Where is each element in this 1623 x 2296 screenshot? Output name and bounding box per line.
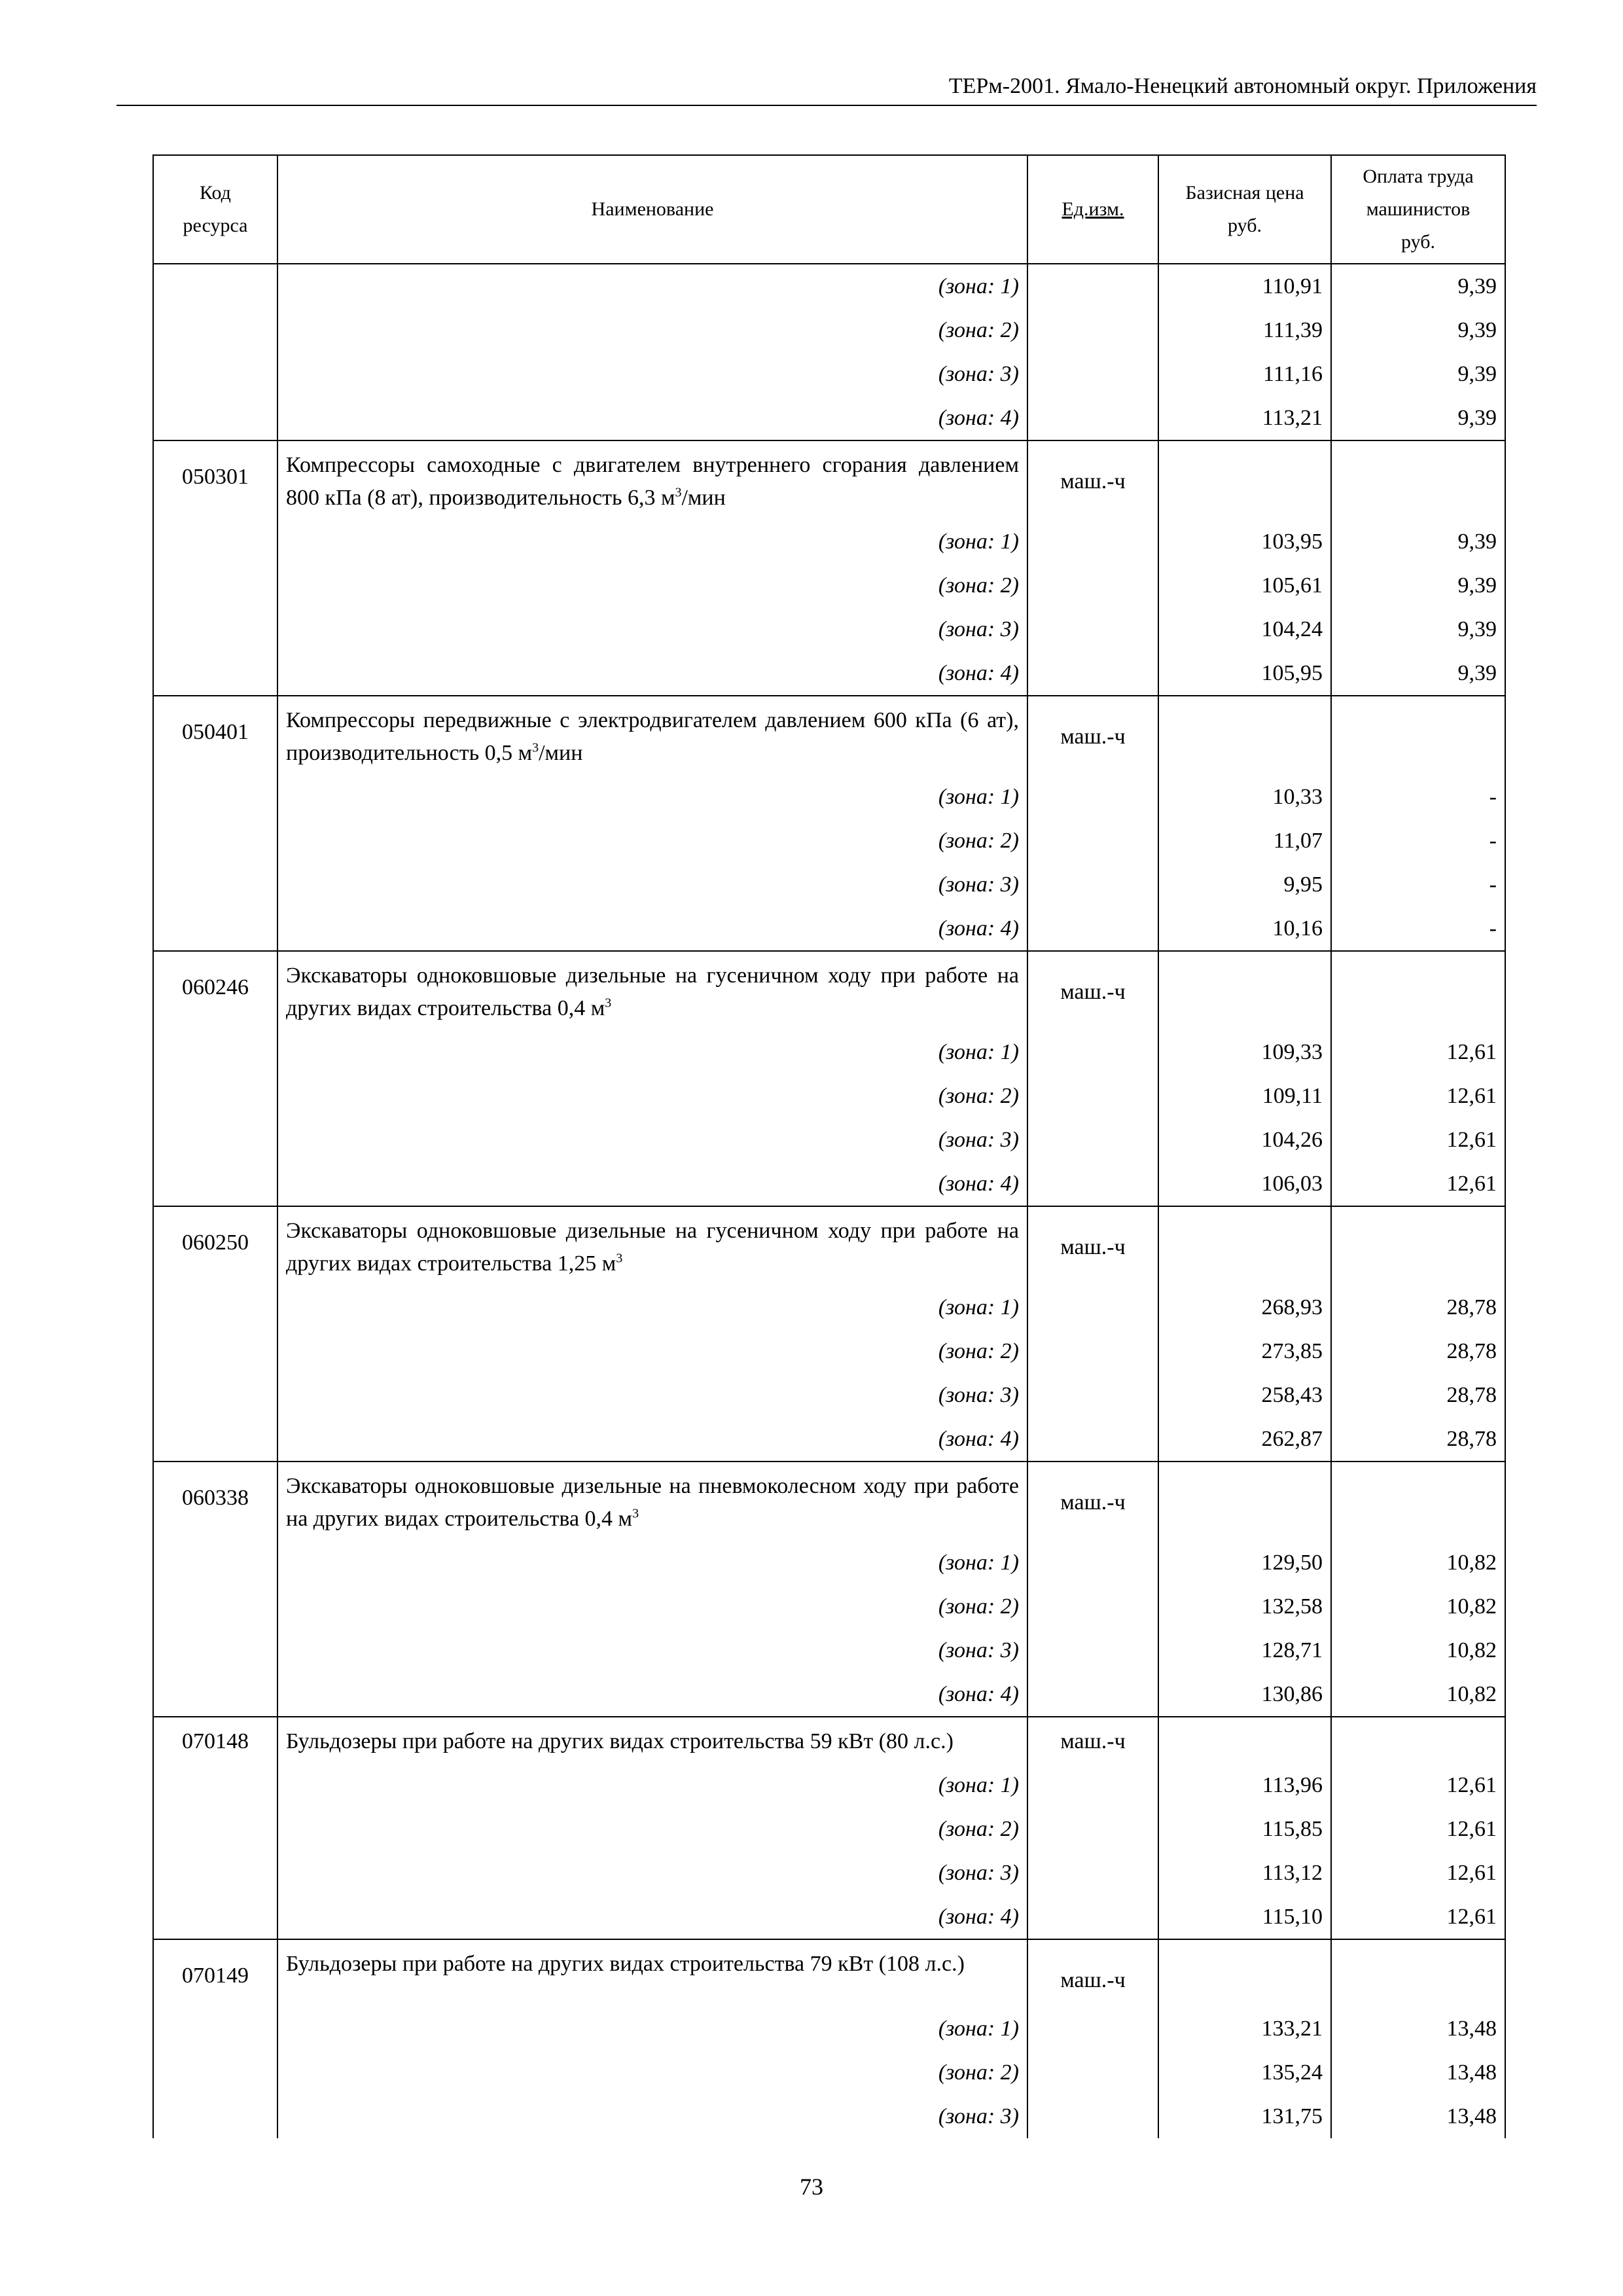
unit-of-measure: маш.-ч	[1027, 1206, 1158, 1285]
zone-label: (зона: 3)	[277, 1628, 1027, 1672]
zone-row	[153, 1162, 1505, 1206]
zone-label: (зона: 4)	[277, 1895, 1027, 1939]
labor-cost: -	[1331, 863, 1505, 906]
resource-name-text: Экскаваторы одноковшовые дизельные на гусеничном ходу при работе на других видах строительства 0,4 м	[286, 963, 1019, 1020]
zone-row	[153, 863, 1505, 906]
resource-name	[277, 696, 1027, 775]
labor-cost: 28,78	[1331, 1329, 1505, 1373]
base-price: 268,93	[1158, 1285, 1331, 1329]
resource-name-suffix: /мин	[539, 741, 583, 765]
code-cell	[153, 2051, 277, 2094]
labor-cost: 12,61	[1331, 1763, 1505, 1807]
code-cell	[153, 775, 277, 819]
zone-row	[153, 352, 1505, 396]
resource-row	[153, 696, 1505, 775]
col-header-price	[1158, 155, 1331, 264]
unit-cell	[1027, 1285, 1158, 1329]
base-price: 10,33	[1158, 775, 1331, 819]
labor-cost: -	[1331, 819, 1505, 863]
labor-cell	[1331, 951, 1505, 1030]
zone-row	[153, 2051, 1505, 2094]
labor-cost: 13,48	[1331, 2094, 1505, 2138]
labor-cost: 12,61	[1331, 1162, 1505, 1206]
price-cell	[1158, 1939, 1331, 2007]
unit-of-measure: маш.-ч	[1027, 951, 1158, 1030]
base-price: 113,96	[1158, 1763, 1331, 1807]
resource-name	[277, 440, 1027, 520]
code-cell	[153, 2094, 277, 2138]
col-header-price-line1: Базисная цена	[1185, 182, 1304, 204]
unit-cell	[1027, 1541, 1158, 1585]
resource-name	[277, 951, 1027, 1030]
zone-label: (зона: 4)	[277, 1672, 1027, 1717]
col-header-unit	[1027, 155, 1158, 264]
resource-row	[153, 440, 1505, 520]
zone-row	[153, 2007, 1505, 2051]
code-cell	[153, 308, 277, 352]
unit-cell	[1027, 1807, 1158, 1851]
code-cell	[153, 1074, 277, 1118]
resource-name-text: Экскаваторы одноковшовые дизельные на гусеничном ходу при работе на других видах строительства 1,25 м	[286, 1219, 1019, 1276]
labor-cost: 10,82	[1331, 1585, 1505, 1628]
unit-cell	[1027, 1851, 1158, 1895]
zone-label: (зона: 2)	[277, 1585, 1027, 1628]
unit-cell	[1027, 2094, 1158, 2138]
labor-cost: 10,82	[1331, 1672, 1505, 1717]
resource-code: 060250	[153, 1206, 277, 1285]
code-cell	[153, 396, 277, 440]
labor-cell	[1331, 440, 1505, 520]
zone-row	[153, 651, 1505, 696]
zone-row	[153, 264, 1505, 308]
price-cell	[1158, 440, 1331, 520]
zone-label: (зона: 2)	[277, 308, 1027, 352]
base-price: 106,03	[1158, 1162, 1331, 1206]
unit-of-measure: маш.-ч	[1027, 696, 1158, 775]
unit-cell	[1027, 906, 1158, 951]
zone-label: (зона: 1)	[277, 520, 1027, 564]
zone-row	[153, 1541, 1505, 1585]
unit-cell	[1027, 1628, 1158, 1672]
resource-row	[153, 951, 1505, 1030]
zone-label: (зона: 4)	[277, 1417, 1027, 1462]
table-header-row	[153, 155, 1505, 264]
base-price: 104,24	[1158, 607, 1331, 651]
code-cell	[153, 2007, 277, 2051]
resource-code: 070149	[153, 1939, 277, 2007]
resource-row	[153, 1717, 1505, 1763]
zone-row	[153, 1895, 1505, 1939]
resource-price-table	[152, 154, 1506, 2138]
resource-name	[277, 1939, 1027, 2007]
unit-cell	[1027, 2007, 1158, 2051]
base-price: 258,43	[1158, 1373, 1331, 1417]
labor-cost: 9,39	[1331, 352, 1505, 396]
zone-label: (зона: 1)	[277, 1285, 1027, 1329]
resource-name-text: Компрессоры самоходные с двигателем внутреннего сгорания давлением 800 кПа (8 ат), производительность 6,3 м	[286, 453, 1019, 510]
labor-cost: 10,82	[1331, 1628, 1505, 1672]
resource-row	[153, 1206, 1505, 1285]
base-price: 128,71	[1158, 1628, 1331, 1672]
code-cell	[153, 1895, 277, 1939]
unit-cell	[1027, 564, 1158, 607]
unit-cell	[1027, 1074, 1158, 1118]
labor-cost: 12,61	[1331, 1118, 1505, 1162]
labor-cost: 9,39	[1331, 264, 1505, 308]
col-header-labor	[1331, 155, 1505, 264]
zone-label: (зона: 4)	[277, 396, 1027, 440]
zone-label: (зона: 2)	[277, 2051, 1027, 2094]
resource-name	[277, 1717, 1027, 1763]
labor-cost: 13,48	[1331, 2007, 1505, 2051]
base-price: 105,61	[1158, 564, 1331, 607]
zone-label: (зона: 2)	[277, 1807, 1027, 1851]
col-header-price-line2: руб.	[1228, 215, 1262, 236]
col-header-code	[153, 155, 277, 264]
zone-label: (зона: 1)	[277, 264, 1027, 308]
code-cell	[153, 264, 277, 308]
resource-name-text: Компрессоры передвижные с электродвигателем давлением 600 кПа (6 ат), производительность 0,5 м	[286, 708, 1019, 765]
base-price: 105,95	[1158, 651, 1331, 696]
zone-row	[153, 520, 1505, 564]
labor-cell	[1331, 1206, 1505, 1285]
unit-cell	[1027, 1030, 1158, 1074]
code-cell	[153, 1851, 277, 1895]
unit-cell	[1027, 607, 1158, 651]
zone-label: (зона: 3)	[277, 352, 1027, 396]
base-price: 109,11	[1158, 1074, 1331, 1118]
zone-label: (зона: 3)	[277, 1118, 1027, 1162]
code-cell	[153, 651, 277, 696]
zone-row	[153, 1285, 1505, 1329]
zone-row	[153, 1585, 1505, 1628]
zone-row	[153, 775, 1505, 819]
unit-exponent: 3	[632, 1506, 639, 1521]
zone-row	[153, 1074, 1505, 1118]
labor-cost: 12,61	[1331, 1807, 1505, 1851]
zone-label: (зона: 4)	[277, 651, 1027, 696]
base-price: 113,12	[1158, 1851, 1331, 1895]
col-header-labor-line3: руб.	[1401, 231, 1435, 253]
zone-row	[153, 1373, 1505, 1417]
col-header-unit-label: Ед.изм.	[1061, 198, 1124, 220]
zone-label: (зона: 2)	[277, 819, 1027, 863]
code-cell	[153, 1417, 277, 1462]
price-cell	[1158, 696, 1331, 775]
base-price: 113,21	[1158, 396, 1331, 440]
zone-label: (зона: 2)	[277, 1074, 1027, 1118]
unit-cell	[1027, 863, 1158, 906]
base-price: 131,75	[1158, 2094, 1331, 2138]
col-header-code-line2: ресурса	[183, 215, 248, 236]
resource-row	[153, 1939, 1505, 2007]
unit-cell	[1027, 352, 1158, 396]
base-price: 111,16	[1158, 352, 1331, 396]
resource-name-text: Экскаваторы одноковшовые дизельные на пневмоколесном ходу при работе на других видах строительства 0,4 м	[286, 1474, 1019, 1531]
zone-label: (зона: 1)	[277, 1763, 1027, 1807]
base-price: 109,33	[1158, 1030, 1331, 1074]
code-cell	[153, 1118, 277, 1162]
labor-cost: 9,39	[1331, 651, 1505, 696]
zone-label: (зона: 4)	[277, 906, 1027, 951]
unit-of-measure: маш.-ч	[1027, 1717, 1158, 1763]
col-header-name: Наименование	[277, 155, 1027, 264]
code-cell	[153, 1628, 277, 1672]
unit-cell	[1027, 1118, 1158, 1162]
zone-row	[153, 906, 1505, 951]
unit-of-measure: маш.-ч	[1027, 1462, 1158, 1541]
labor-cost: -	[1331, 906, 1505, 951]
unit-cell	[1027, 264, 1158, 308]
unit-of-measure: маш.-ч	[1027, 440, 1158, 520]
unit-cell	[1027, 775, 1158, 819]
resource-code: 060246	[153, 951, 277, 1030]
zone-row	[153, 1672, 1505, 1717]
resource-code: 050301	[153, 440, 277, 520]
code-cell	[153, 1541, 277, 1585]
labor-cost: 28,78	[1331, 1417, 1505, 1462]
code-cell	[153, 352, 277, 396]
base-price: 111,39	[1158, 308, 1331, 352]
code-cell	[153, 564, 277, 607]
base-price: 9,95	[1158, 863, 1331, 906]
zone-row	[153, 1628, 1505, 1672]
base-price: 115,85	[1158, 1807, 1331, 1851]
resource-name-text: Бульдозеры при работе на других видах строительства 79 кВт (108 л.с.)	[286, 1952, 965, 1976]
price-cell	[1158, 1717, 1331, 1763]
code-cell	[153, 520, 277, 564]
resource-name	[277, 1206, 1027, 1285]
base-price: 10,16	[1158, 906, 1331, 951]
base-price: 135,24	[1158, 2051, 1331, 2094]
unit-exponent: 3	[616, 1251, 623, 1266]
col-header-labor-line2: машинистов	[1366, 198, 1471, 220]
resource-code: 060338	[153, 1462, 277, 1541]
code-cell	[153, 1807, 277, 1851]
zone-row	[153, 1807, 1505, 1851]
zone-row	[153, 1329, 1505, 1373]
price-cell	[1158, 1206, 1331, 1285]
unit-cell	[1027, 1417, 1158, 1462]
base-price: 103,95	[1158, 520, 1331, 564]
labor-cost: 28,78	[1331, 1373, 1505, 1417]
price-cell	[1158, 951, 1331, 1030]
base-price: 262,87	[1158, 1417, 1331, 1462]
zone-row	[153, 1417, 1505, 1462]
labor-cost: 28,78	[1331, 1285, 1505, 1329]
price-cell	[1158, 1462, 1331, 1541]
unit-cell	[1027, 1895, 1158, 1939]
code-cell	[153, 1285, 277, 1329]
unit-cell	[1027, 1162, 1158, 1206]
unit-exponent: 3	[675, 485, 682, 500]
labor-cost: 12,61	[1331, 1895, 1505, 1939]
code-cell	[153, 1329, 277, 1373]
zone-label: (зона: 1)	[277, 1030, 1027, 1074]
labor-cost: 9,39	[1331, 607, 1505, 651]
labor-cell	[1331, 1939, 1505, 2007]
unit-cell	[1027, 651, 1158, 696]
base-price: 11,07	[1158, 819, 1331, 863]
base-price: 132,58	[1158, 1585, 1331, 1628]
resource-name-text: Бульдозеры при работе на других видах строительства 59 кВт (80 л.с.)	[286, 1729, 954, 1753]
zone-row	[153, 564, 1505, 607]
unit-exponent: 3	[532, 740, 539, 755]
col-header-labor-line1: Оплата труда	[1363, 166, 1474, 187]
base-price: 273,85	[1158, 1329, 1331, 1373]
resource-code: 070148	[153, 1717, 277, 1763]
col-header-code-line1: Код	[200, 182, 231, 204]
resource-code: 050401	[153, 696, 277, 775]
unit-cell	[1027, 396, 1158, 440]
labor-cost: 12,61	[1331, 1030, 1505, 1074]
code-cell	[153, 863, 277, 906]
unit-cell	[1027, 1373, 1158, 1417]
labor-cell	[1331, 1717, 1505, 1763]
unit-cell	[1027, 2051, 1158, 2094]
zone-row	[153, 396, 1505, 440]
code-cell	[153, 1373, 277, 1417]
base-price: 130,86	[1158, 1672, 1331, 1717]
zone-row	[153, 1763, 1505, 1807]
zone-label: (зона: 1)	[277, 775, 1027, 819]
labor-cost: 9,39	[1331, 308, 1505, 352]
code-cell	[153, 607, 277, 651]
zone-label: (зона: 1)	[277, 1541, 1027, 1585]
code-cell	[153, 906, 277, 951]
zone-label: (зона: 3)	[277, 1373, 1027, 1417]
unit-cell	[1027, 308, 1158, 352]
zone-row	[153, 819, 1505, 863]
code-cell	[153, 819, 277, 863]
header-rule	[116, 105, 1537, 106]
labor-cost: 10,82	[1331, 1541, 1505, 1585]
code-cell	[153, 1672, 277, 1717]
labor-cost: 9,39	[1331, 564, 1505, 607]
labor-cost: 13,48	[1331, 2051, 1505, 2094]
code-cell	[153, 1162, 277, 1206]
unit-cell	[1027, 1585, 1158, 1628]
unit-cell	[1027, 1329, 1158, 1373]
labor-cost: 12,61	[1331, 1074, 1505, 1118]
base-price: 115,10	[1158, 1895, 1331, 1939]
labor-cost: 9,39	[1331, 396, 1505, 440]
zone-label: (зона: 3)	[277, 1851, 1027, 1895]
zone-row	[153, 308, 1505, 352]
labor-cell	[1331, 1462, 1505, 1541]
page-number: 73	[800, 2174, 823, 2200]
zone-label: (зона: 3)	[277, 863, 1027, 906]
zone-row	[153, 1118, 1505, 1162]
unit-exponent: 3	[605, 996, 612, 1011]
code-cell	[153, 1585, 277, 1628]
unit-of-measure: маш.-ч	[1027, 1939, 1158, 2007]
zone-label: (зона: 1)	[277, 2007, 1027, 2051]
resource-row	[153, 1462, 1505, 1541]
table-body	[153, 264, 1505, 2138]
labor-cost: -	[1331, 775, 1505, 819]
zone-label: (зона: 2)	[277, 1329, 1027, 1373]
base-price: 129,50	[1158, 1541, 1331, 1585]
running-header: ТЕРм-2001. Ямало-Ненецкий автономный округ. Приложения	[948, 74, 1537, 98]
unit-cell	[1027, 520, 1158, 564]
unit-cell	[1027, 819, 1158, 863]
base-price: 133,21	[1158, 2007, 1331, 2051]
zone-row	[153, 2094, 1505, 2138]
code-cell	[153, 1030, 277, 1074]
zone-row	[153, 1030, 1505, 1074]
unit-cell	[1027, 1672, 1158, 1717]
zone-label: (зона: 3)	[277, 607, 1027, 651]
resource-name-suffix: /мин	[681, 486, 726, 510]
labor-cell	[1331, 696, 1505, 775]
zone-label: (зона: 4)	[277, 1162, 1027, 1206]
unit-cell	[1027, 1763, 1158, 1807]
base-price: 110,91	[1158, 264, 1331, 308]
zone-label: (зона: 3)	[277, 2094, 1027, 2138]
zone-row	[153, 1851, 1505, 1895]
zone-row	[153, 607, 1505, 651]
labor-cost: 9,39	[1331, 520, 1505, 564]
code-cell	[153, 1763, 277, 1807]
base-price: 104,26	[1158, 1118, 1331, 1162]
labor-cost: 12,61	[1331, 1851, 1505, 1895]
zone-label: (зона: 2)	[277, 564, 1027, 607]
resource-name	[277, 1462, 1027, 1541]
